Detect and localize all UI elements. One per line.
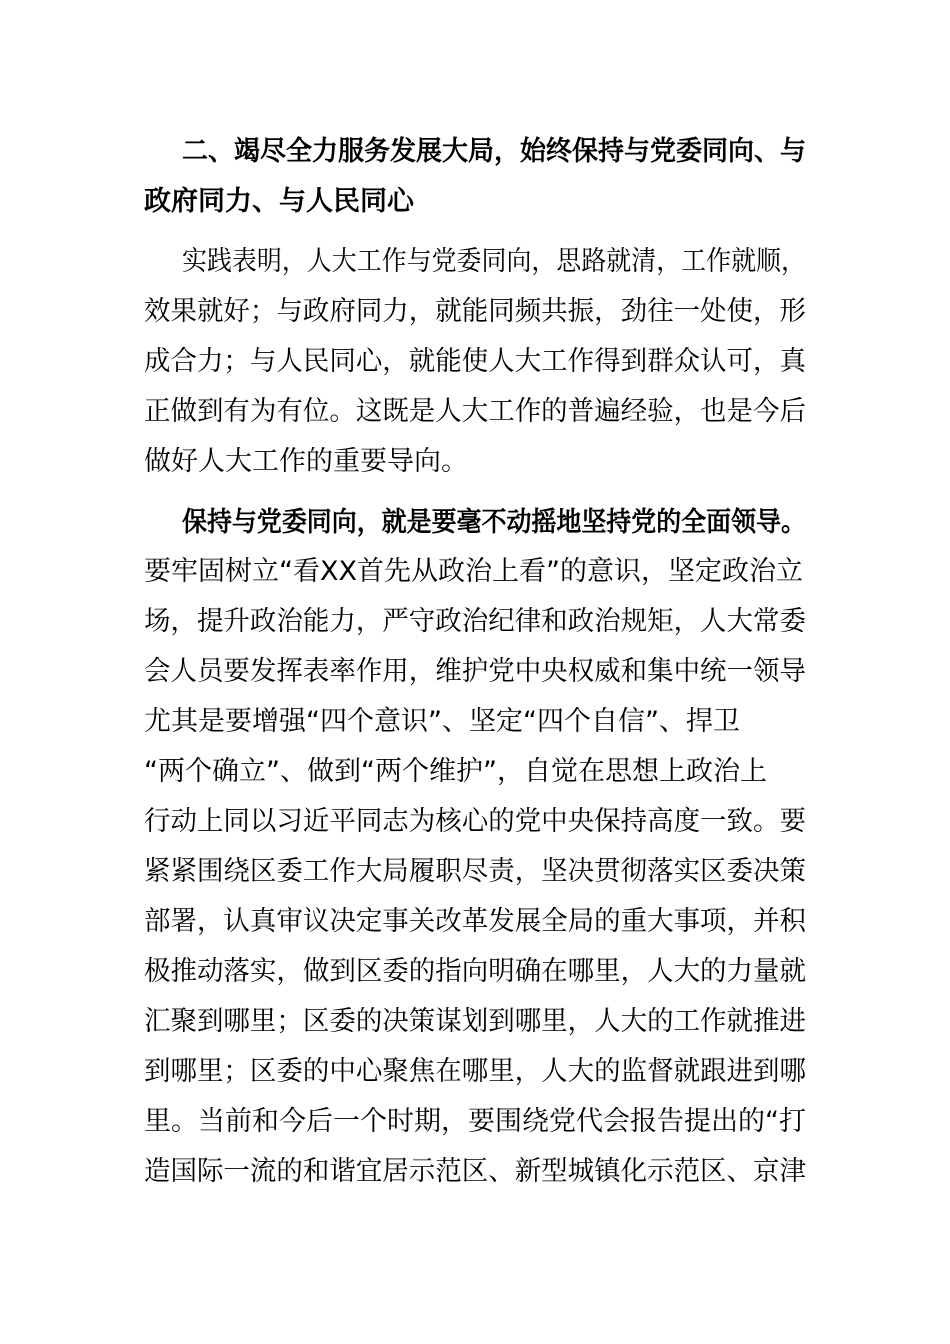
paragraph2-line-12: 里。当前和今后一个时期，要围绕党代会报告提出的“打 <box>144 1106 806 1137</box>
paragraph2-line-7: 紧紧围绕区委工作大局履职尽责，坚决贯彻落实区委决策 <box>144 856 806 887</box>
paragraph2-line-6: 行动上同以习近平同志为核心的党中央保持高度一致。要 <box>144 806 806 837</box>
paragraph1-line-2: 效果就好；与政府同力，就能同频共振，劲往一处使，形 <box>144 296 806 327</box>
paragraph2-line-2: 场，提升政治能力，严守政治纪律和政治规矩，人大常委 <box>144 606 806 637</box>
paragraph2-line-9: 极推动落实，做到区委的指向明确在哪里，人大的力量就 <box>144 956 806 987</box>
paragraph2-line-8: 部署，认真审议决定事关改革发展全局的重大事项，并积 <box>144 906 806 937</box>
paragraph1-line-4: 正做到有为有位。这既是人大工作的普遍经验，也是今后 <box>144 396 806 427</box>
paragraph2-line-10: 汇聚到哪里；区委的决策谋划到哪里，人大的工作就推进 <box>144 1006 806 1037</box>
paragraph1-line-1: 实践表明，人大工作与党委同向，思路就清，工作就顺， <box>182 246 806 277</box>
section-heading-line-1: 二、竭尽全力服务发展大局，始终保持与党委同向、与 <box>182 136 807 167</box>
paragraph2-line-11: 到哪里；区委的中心聚焦在哪里，人大的监督就跟进到哪 <box>144 1056 806 1087</box>
paragraph2-line-13: 造国际一流的和谐宜居示范区、新型城镇化示范区、京津 <box>144 1156 806 1187</box>
paragraph2-line-3: 会人员要发挥表率作用，维护党中央权威和集中统一领导 <box>144 656 806 687</box>
paragraph1-line-5: 做好人大工作的重要导向。 <box>144 446 468 477</box>
paragraph2-lead-sentence: 保持与党委同向，就是要毫不动摇地坚持党的全面领导。 <box>182 507 806 538</box>
section-heading-line-2: 政府同力、与人民同心 <box>144 186 414 217</box>
paragraph2-line-5: “两个确立”、做到“两个维护”，自觉在思想上政治上 <box>144 756 767 787</box>
paragraph2-line-1: 要牢固树立“看XX首先从政治上看”的意识，坚定政治立 <box>144 556 803 587</box>
paragraph1-line-3: 成合力；与人民同心，就能使人大工作得到群众认可，真 <box>144 346 806 377</box>
paragraph2-line-4: 尤其是要增强“四个意识”、坚定“四个自信”、捍卫 <box>144 706 740 737</box>
